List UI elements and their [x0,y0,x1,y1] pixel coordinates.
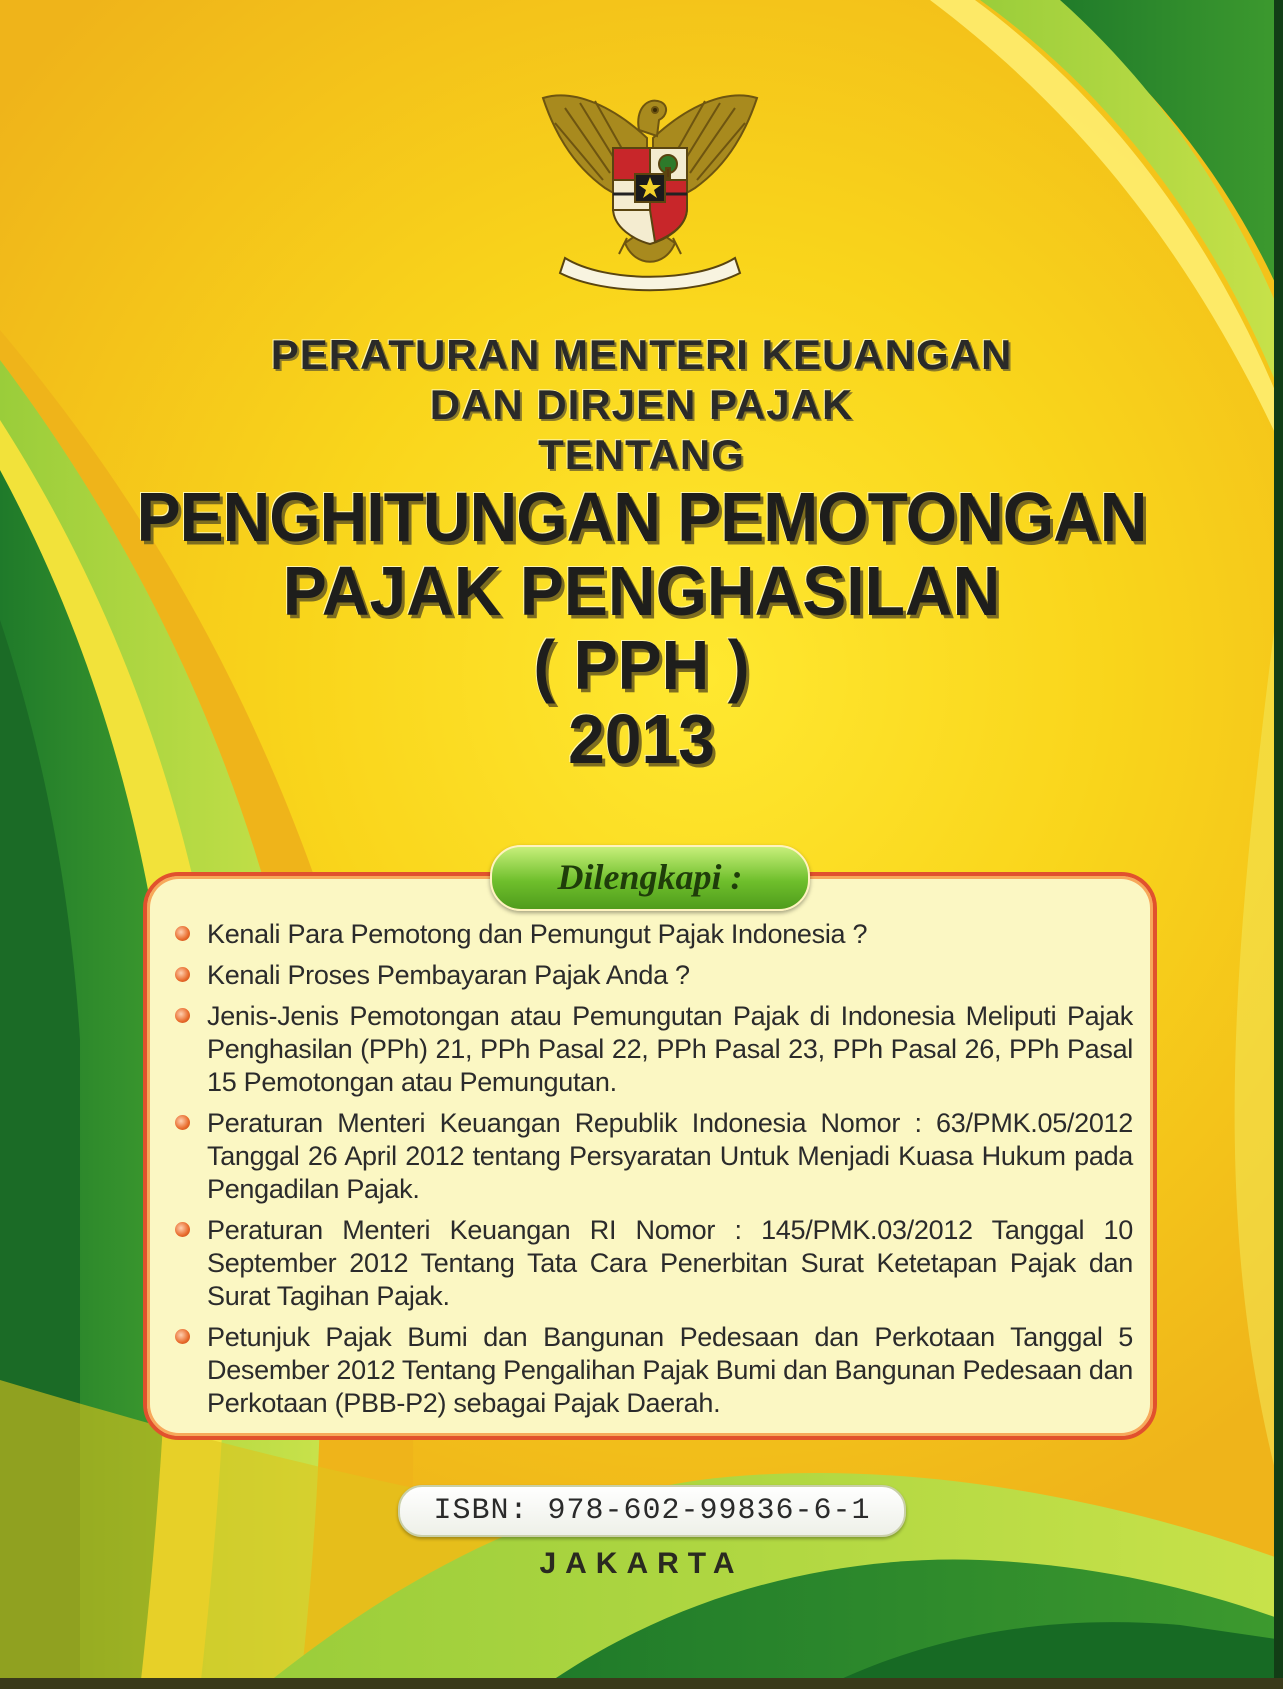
bullet-icon [175,1115,190,1130]
publisher-city: JAKARTA [539,1547,744,1580]
garuda-emblem-icon [535,68,765,298]
list-item-text: Kenali Proses Pembayaran Pajak Anda ? [207,960,690,990]
list-item-text: Kenali Para Pemotong dan Pemungut Pajak Indonesia ? [207,919,868,949]
list-item [175,1321,1133,1420]
bullet-icon [175,926,190,941]
isbn-badge: ISBN: 978-602-99836-6-1 [398,1485,906,1537]
title-line-3: TENTANG [538,431,745,478]
supplement-label: Dilengkapi : [490,845,810,911]
list-item-text: Peraturan Menteri Keuangan Republik Indonesia Nomor : 63/PMK.05/2012 Tanggal 26 April 2012 tentang Persyaratan Untuk Menjadi Kuasa Hukum pada Pengadilan Pajak. [207,1108,1133,1204]
title-line-6: ( PPH ) [533,626,750,704]
bullet-icon [175,1222,190,1237]
list-item-text: Petunjuk Pajak Bumi dan Bangunan Pedesaan dan Perkotaan Tanggal 5 Desember 2012 Tentang Pengalihan Pajak Bumi dan Bangunan Pedesaan dan Perkotaan (PBB-P2) sebagai Pajak Daerah. [207,1322,1134,1418]
list-item [175,1107,1133,1206]
title-line-2: DAN DIRJEN PAJAK [429,381,854,428]
list-item-text: Jenis-Jenis Pemotongan atau Pemungutan Pajak di Indonesia Meliputi Pajak Penghasilan (PPh) 21, PPh Pasal 22, PPh Pasal 23, PPh Pasal 26, PPh Pasal 15 Pemotongan atau Pemungutan. [207,1001,1133,1097]
list-item-text: Peraturan Menteri Keuangan RI Nomor : 145/PMK.03/2012 Tanggal 10 September 2012 Tentang Tata Cara Penerbitan Surat Ketetapan Pajak dan Surat Tagihan Pajak. [207,1215,1133,1311]
list-item [175,918,1133,951]
title-line-1: PERATURAN MENTERI KEUANGAN [270,331,1013,378]
supplement-list [175,918,1133,1428]
bullet-icon [175,1008,190,1023]
bullet-icon [175,1329,190,1344]
title-year: 2013 [568,700,715,778]
list-item [175,1214,1133,1313]
title-line-5: PAJAK PENGHASILAN [282,552,1001,630]
title-line-4: PENGHITUNGAN PEMOTONGAN [136,478,1147,556]
bullet-icon [175,967,190,982]
list-item [175,959,1133,992]
title-block [0,330,1283,776]
list-item [175,1000,1133,1099]
